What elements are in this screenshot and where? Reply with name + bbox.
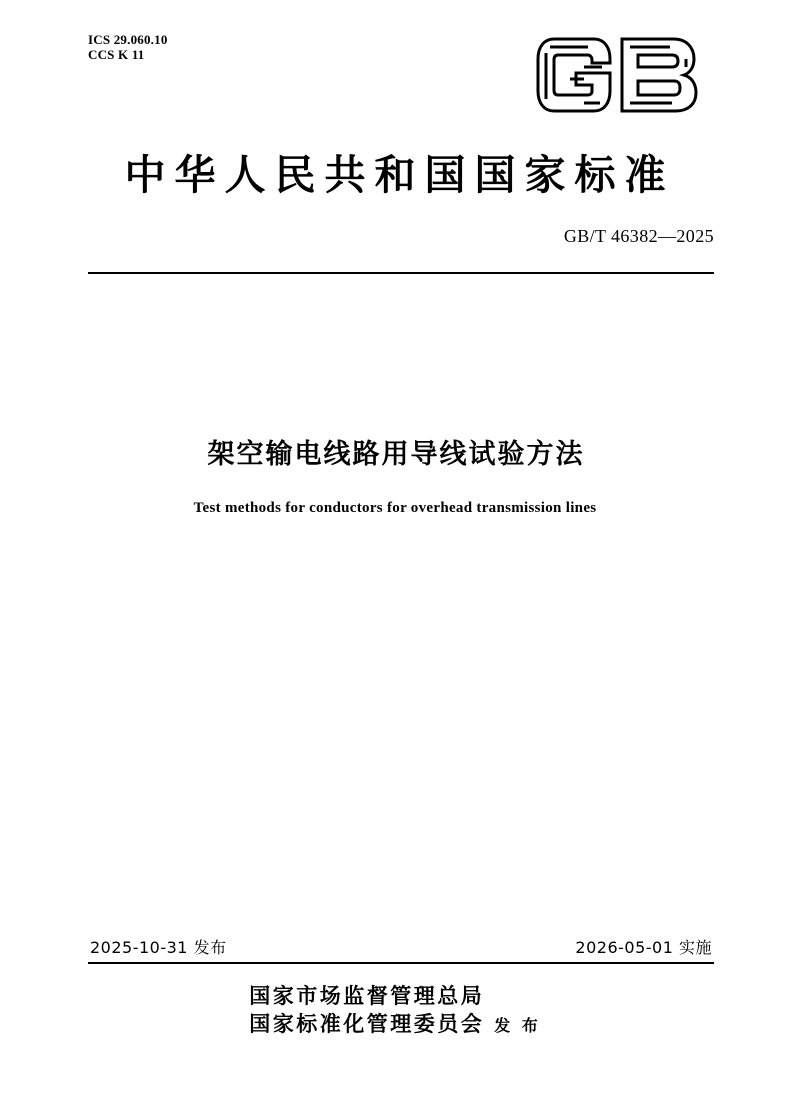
ics-code: ICS 29.060.10 bbox=[88, 32, 168, 47]
publisher-action-label: 发 布 bbox=[494, 1016, 541, 1035]
publisher-names bbox=[249, 982, 484, 1038]
standard-number: GB/T 46382—2025 bbox=[563, 226, 714, 246]
document-title-english: Test methods for conductors for overhead transmission lines bbox=[193, 500, 597, 516]
implementation-date: 2026-05-01 实施 bbox=[575, 938, 712, 957]
publisher-line-1: 国家市场监督管理总局 bbox=[249, 983, 485, 1008]
gb-logo-icon bbox=[534, 33, 704, 117]
ccs-code: CCS K 11 bbox=[88, 47, 145, 62]
divider-bottom bbox=[88, 962, 714, 964]
publisher-block bbox=[0, 982, 790, 1038]
publisher-line-2: 国家标准化管理委员会 bbox=[249, 1011, 485, 1036]
page-title: 中华人民共和国国家标准 bbox=[124, 151, 675, 199]
issue-date: 2025-10-31 发布 bbox=[90, 938, 227, 957]
document-title-chinese: 架空输电线路用导线试验方法 bbox=[207, 439, 585, 470]
classification-codes bbox=[88, 32, 168, 62]
divider-top bbox=[88, 272, 714, 274]
